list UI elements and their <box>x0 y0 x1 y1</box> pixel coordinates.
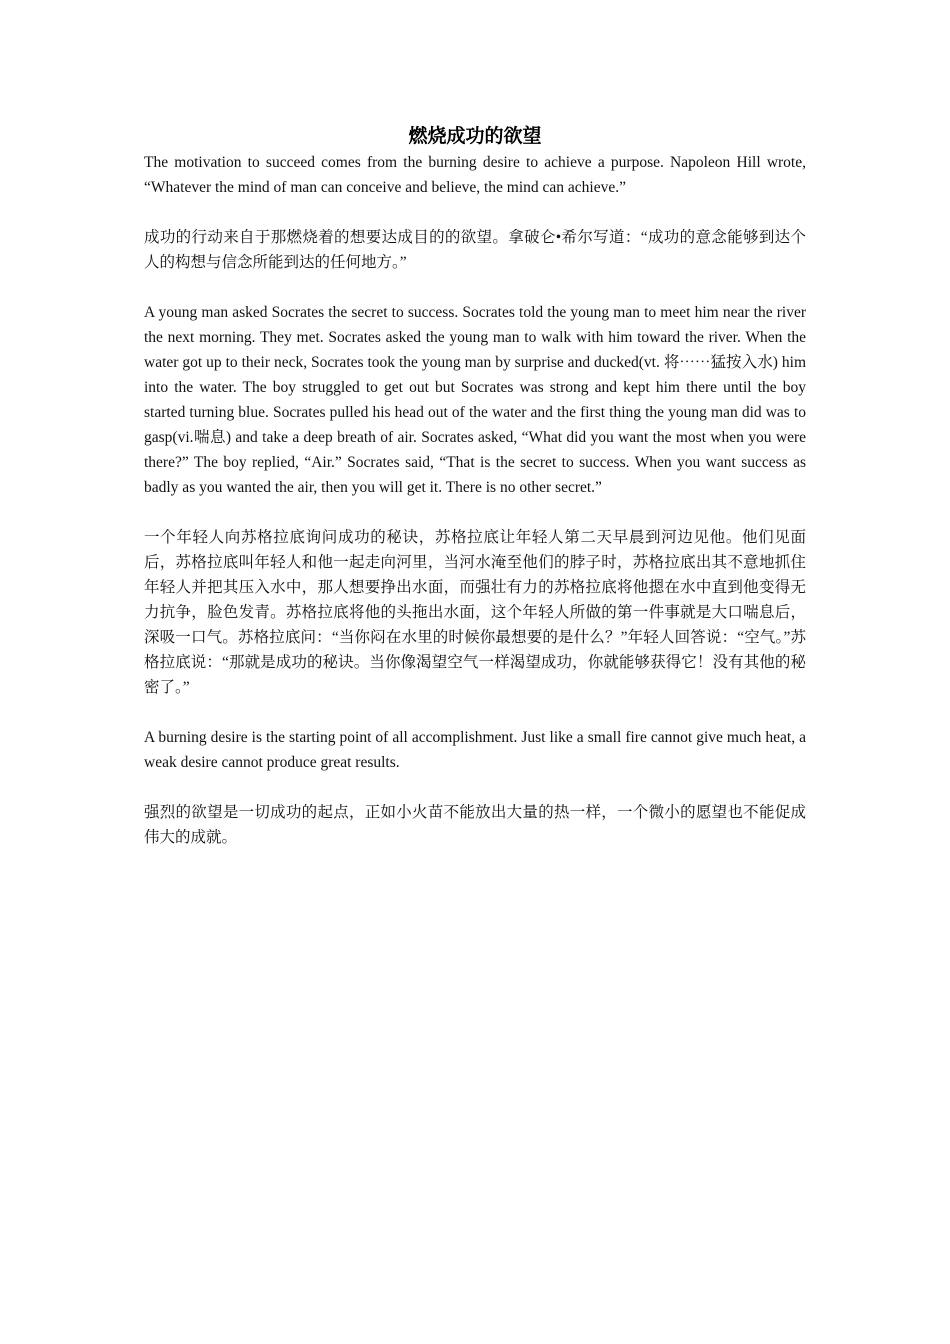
paragraph-spacer <box>144 500 806 525</box>
page-title: 燃烧成功的欲望 <box>408 125 542 147</box>
paragraph-spacer <box>144 700 806 725</box>
paragraph-chinese-3: 强烈的欲望是一切成功的起点，正如小火苗不能放出大量的热一样，一个微小的愿望也不能促成伟大的成就。 <box>144 804 806 846</box>
paragraph-english-1: The motivation to succeed comes from the burning desire to achieve a purpose. Napoleon Hill wrote, “Whatever the mind of man can conceive and believe, the mind can achieve.” <box>144 154 806 196</box>
paragraph-spacer <box>144 275 806 300</box>
paragraph-chinese-1: 成功的行动来自于那燃烧着的想要达成目的的欲望。拿破仑•希尔写道：“成功的意念能够到达个人的构想与信念所能到达的任何地方。” <box>144 229 806 271</box>
document-body <box>144 122 806 850</box>
paragraph-english-2: A young man asked Socrates the secret to success. Socrates told the young man to meet him near the river the next morning. They met. Socrates asked the young man to walk with him toward the river. When the water got up to their neck, Socrates took the young man by surprise and ducked(vt. 将⋯⋯猛按入水) him into the water. The boy struggled to get out but Socrates was strong and kept him there until the boy started turning blue. Socrates pulled his head out of the water and the first thing the young man did was to gasp(vi.喘息) and take a deep breath of air. Socrates asked, “What did you want the most when you were there?” The boy replied, “Air.” Socrates said, “That is the secret to success. When you want success as badly as you wanted the air, then you will get it. There is no other secret.” <box>144 304 806 496</box>
paragraph-chinese-2: 一个年轻人向苏格拉底询问成功的秘诀，苏格拉底让年轻人第二天早晨到河边见他。他们见面后，苏格拉底叫年轻人和他一起走向河里，当河水淹至他们的脖子时，苏格拉底出其不意地抓住年轻人并把其压入水中，那人想要挣出水面，而强壮有力的苏格拉底将他摁在水中直到他变得无力抗争，脸色发青。苏格拉底将他的头拖出水面，这个年轻人所做的第一件事就是大口喘息后，深吸一口气。苏格拉底问：“当你闷在水里的时候你最想要的是什么？”年轻人回答说：“空气。”苏格拉底说：“那就是成功的秘诀。当你像渴望空气一样渴望成功，你就能够获得它！没有其他的秘密了。” <box>144 529 806 696</box>
paragraph-english-3: A burning desire is the starting point of all accomplishment. Just like a small fire cannot give much heat, a weak desire cannot produce great results. <box>144 729 806 771</box>
paragraph-spacer <box>144 200 806 225</box>
paragraph-spacer <box>144 775 806 800</box>
